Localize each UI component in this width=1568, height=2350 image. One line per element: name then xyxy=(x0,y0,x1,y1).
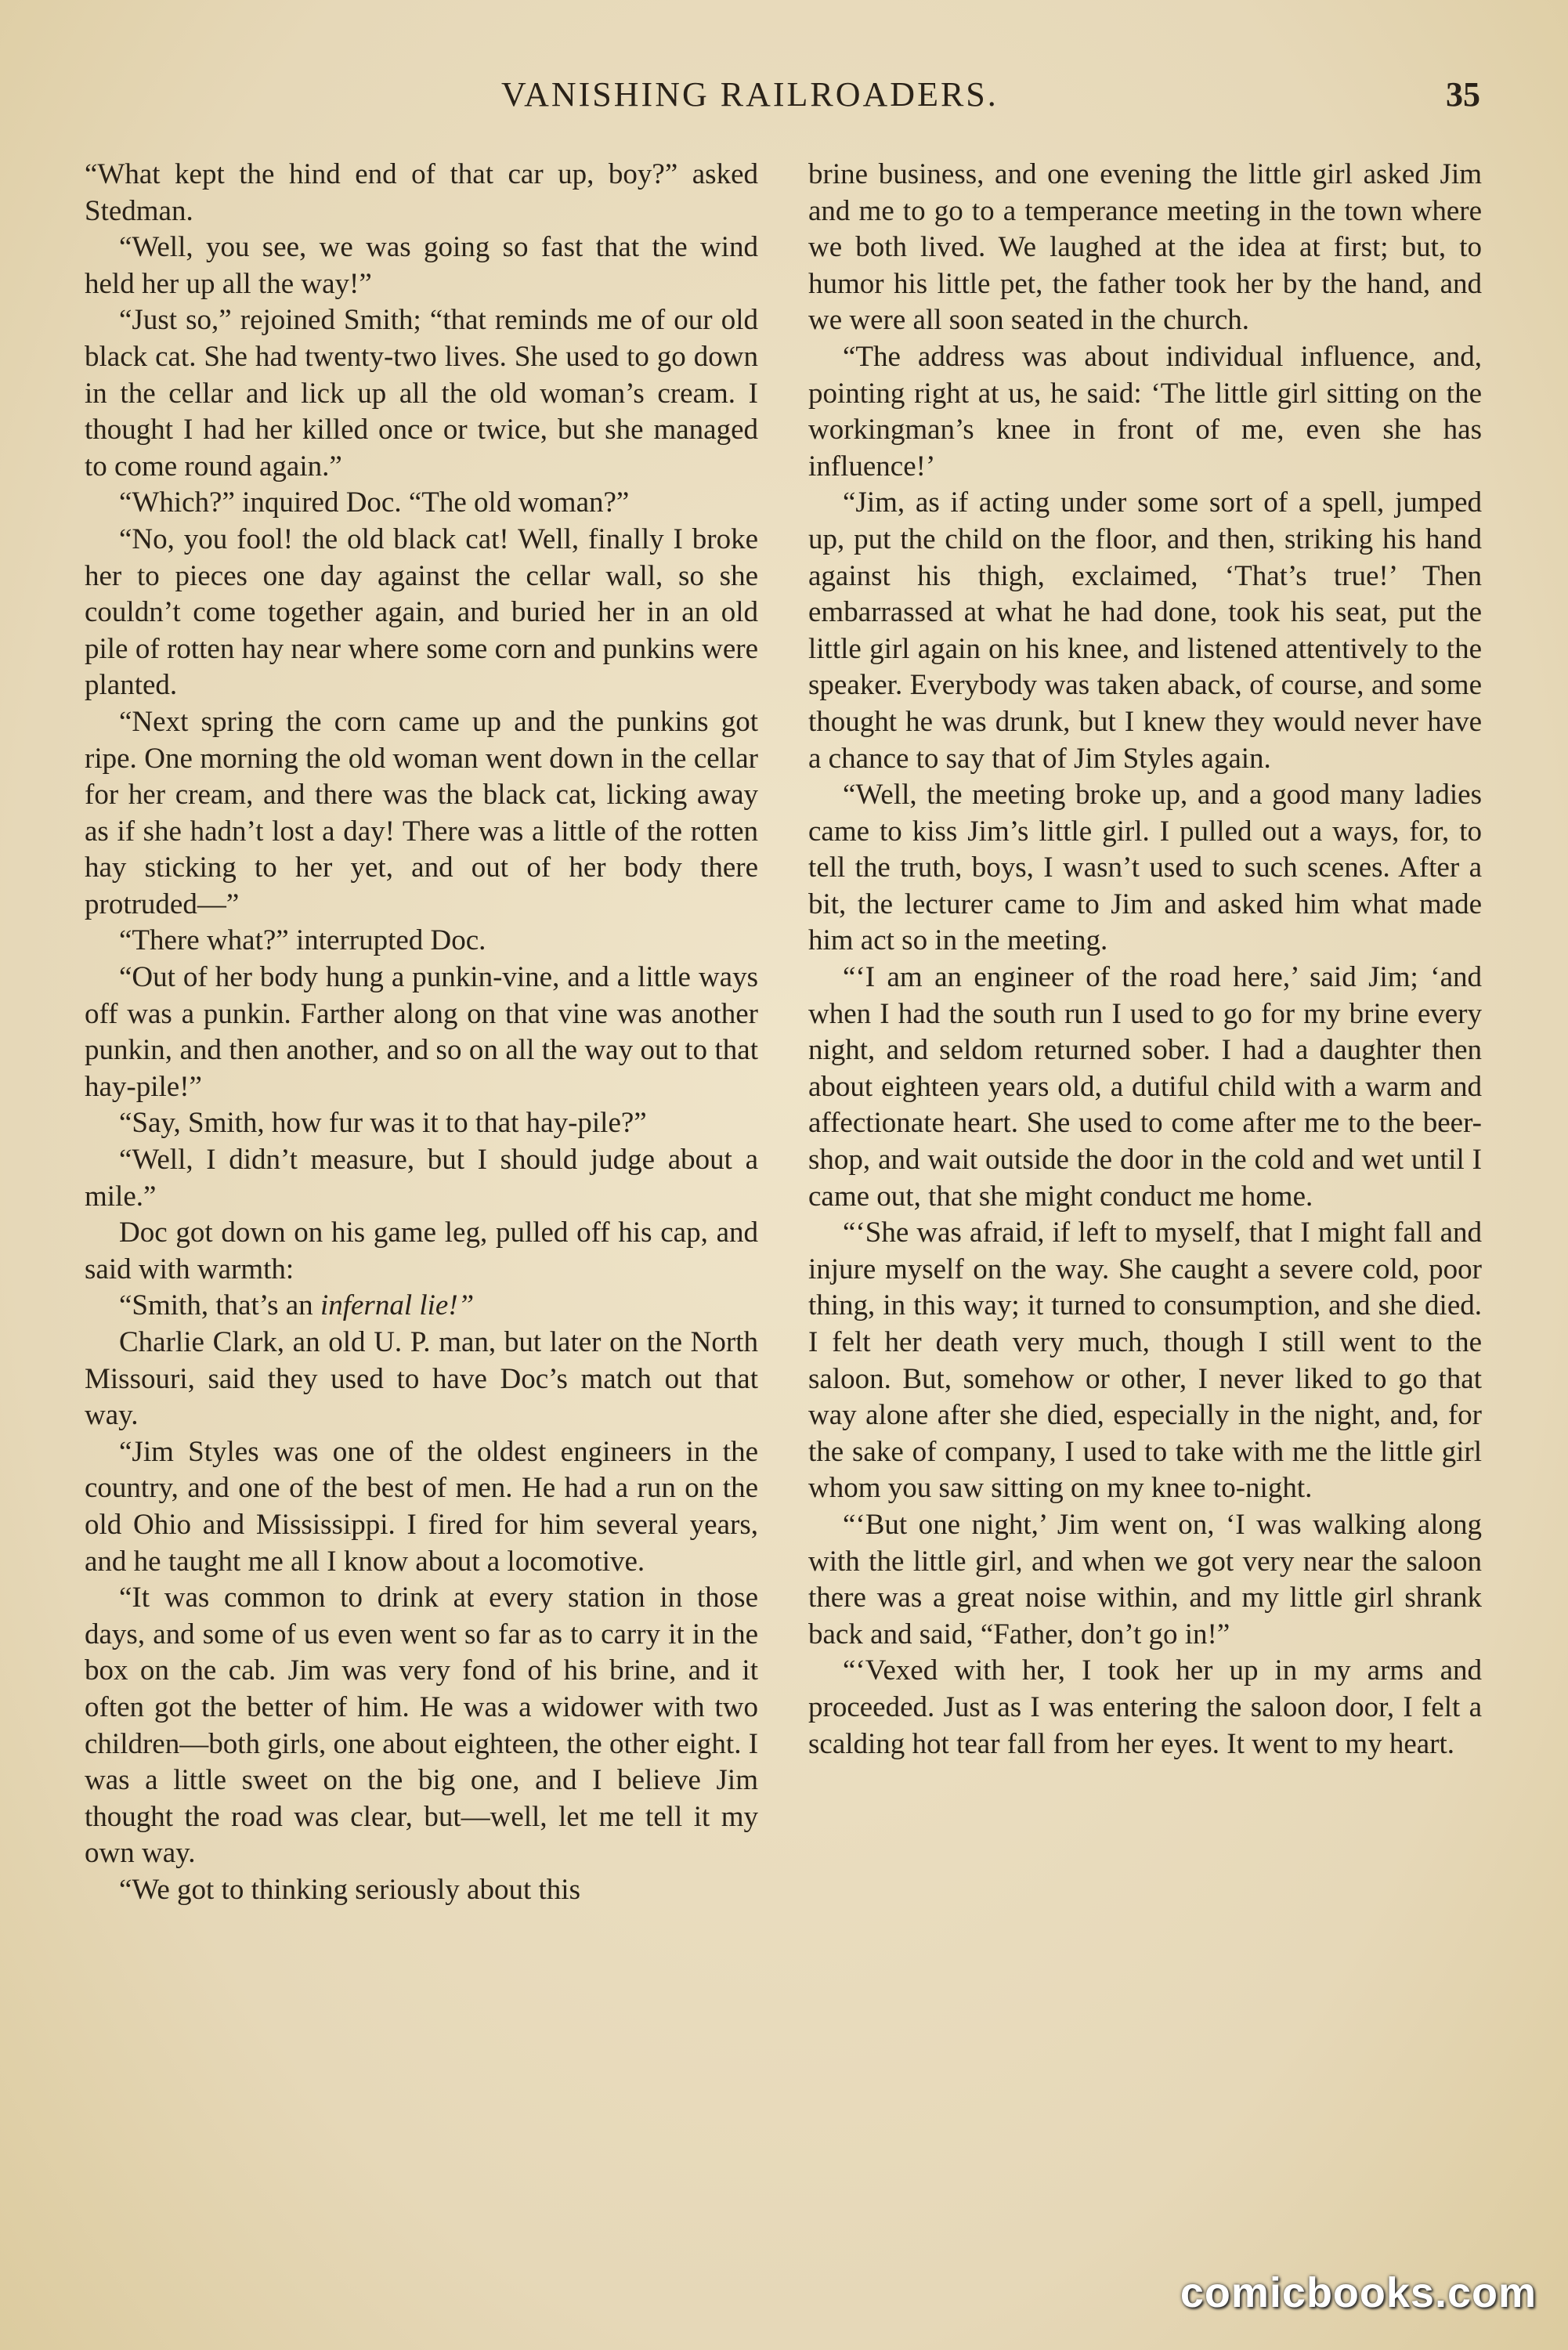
paragraph: “Jim Styles was one of the oldest engineers in the country, and one of the best of men. He had a run on the old Ohio and Mississippi. I fired for him several years, and he taught me all I know about a locomotive. xyxy=(85,1435,758,1578)
paragraph: “Well, you see, we was going so fast that the wind held her up all the way!” xyxy=(85,231,758,300)
paragraph: “‘She was afraid, if left to myself, that I might fall and injure myself on the way. She caught a severe cold, poor thing, in this way; it turned to consumption, and she died. I felt her death very much, though I still went to the saloon. But, somehow or other, I never liked to go that way alone after she died, especially in the night, and, for the sake of company, I used to take with me the little girl whom you saw sitting on my knee to-night. xyxy=(808,1217,1482,1505)
paragraph: “It was common to drink at every station in those days, and some of us even went so far as to carry it in the box on the cab. Jim was very fond of his brine, and it often got the better of him. He was a widower with two children—both girls, one about eighteen, the other eight. I was a little sweet on the big one, and I believe Jim thought the road was clear, but—well, let me tell it my own way. xyxy=(85,1582,759,1870)
paragraph: “‘I am an engineer of the road here,’ said Jim; ‘and when I had the south run I used to go for my brine every night, and seldom returned sober. I had a daughter then about eighteen years old, a dutiful child with a warm and affectionate heart. She used to come after me to the beer-shop, and wait outside the door in the cold and wet until I came out, that she might conduct me home. xyxy=(808,961,1482,1213)
paragraph: “Which?” inquired Doc. “The old woman?” xyxy=(119,486,630,519)
left-column xyxy=(85,157,758,1909)
paragraph: “Say, Smith, how fur was it to that hay-pile?” xyxy=(119,1107,647,1140)
paragraph: “We got to thinking seriously about this xyxy=(119,1873,580,1906)
watermark-logo: comicbooks.com xyxy=(1180,2269,1537,2316)
paragraph: “‘Vexed with her, I took her up in my arms and proceeded. Just as I was entering the saloon door, I felt a scalding hot tear fall from her eyes. It went to my heart. xyxy=(808,1654,1482,1760)
paragraph: Charlie Clark, an old U. P. man, but later on the North Missouri, said they used to have Doc’s match out that way. xyxy=(85,1326,758,1432)
page-header xyxy=(0,74,1568,121)
paragraph: “Well, I didn’t measure, but I should judge about a mile.” xyxy=(85,1144,758,1213)
paragraph: “There what?” interrupted Doc. xyxy=(119,924,486,957)
paragraph: “Well, the meeting broke up, and a good many ladies came to kiss Jim’s little girl. I pulled out a ways, for, to tell the truth, boys, I wasn’t used to such scenes. After a bit, the lecturer came to Jim and asked him what made him act so in the meeting. xyxy=(808,779,1482,957)
paragraph: “Just so,” rejoined Smith; “that reminds me of our old black cat. She had twenty-two lives. She used to go down in the cellar and lick up all the old woman’s cream. I thought I had her killed once or twice, but she managed to come round again.” xyxy=(85,304,758,483)
paragraph: “What kept the hind end of that car up, boy?” asked Stedman. xyxy=(85,158,758,227)
paragraph: brine business, and one evening the little girl asked Jim and me to go to a temperance meeting in the town where we both lived. We laughed at the idea at first; but, to humor his little pet, the father took her by the hand, and we were all soon seated in the church. xyxy=(808,158,1482,337)
paragraph: “Next spring the corn came up and the punkins got ripe. One morning the old woman went down in the cellar for her cream, and there was the black cat, licking away as if she hadn’t lost a day! There was a little of the rotten hay sticking to her yet, and out of her body there protruded—” xyxy=(85,705,758,920)
right-column xyxy=(808,157,1482,1762)
paragraph: “No, you fool! the old black cat! Well, finally I broke her to pieces one day against the cellar wall, so she couldn’t come together again, and buried her in an old pile of rotten hay near where some corn and punkins were planted. xyxy=(85,522,758,702)
paragraph-text: “Smith, that’s an xyxy=(119,1289,320,1322)
paragraph: “‘But one night,’ Jim went on, ‘I was walking along with the little girl, and when we got very near the saloon there was a great noise within, and my little girl shrank back and said, “Father, don’t go in!” xyxy=(808,1508,1482,1650)
running-head: VANISHING RAILROADERS. xyxy=(501,75,999,114)
paragraph xyxy=(85,1288,758,1325)
page-number: 35 xyxy=(1446,75,1480,114)
paragraph: “Jim, as if acting under some sort of a spell, jumped up, put the child on the floor, and then, striking his hand against his thigh, exclaimed, ‘That’s true!’ Then embarrassed at what he had done, took his seat, put the little girl again on his knee, and listened attentively to the speaker. Everybody was taken aback, of course, and some thought he was drunk, but I knew they would never have a chance to say that of Jim Styles again. xyxy=(808,486,1482,775)
emphasis-text: infernal lie!” xyxy=(320,1289,475,1322)
paragraph: Doc got down on his game leg, pulled off his cap, and said with warmth: xyxy=(85,1217,758,1285)
paragraph: “The address was about individual influence, and, pointing right at us, he said: ‘The little girl sitting on the workingman’s knee in front of me, even she has influence!’ xyxy=(808,340,1482,483)
paragraph: “Out of her body hung a punkin-vine, and a little ways off was a punkin. Farther along on that vine was another punkin, and then another, and so on all the way out to that hay-pile!” xyxy=(85,961,758,1103)
